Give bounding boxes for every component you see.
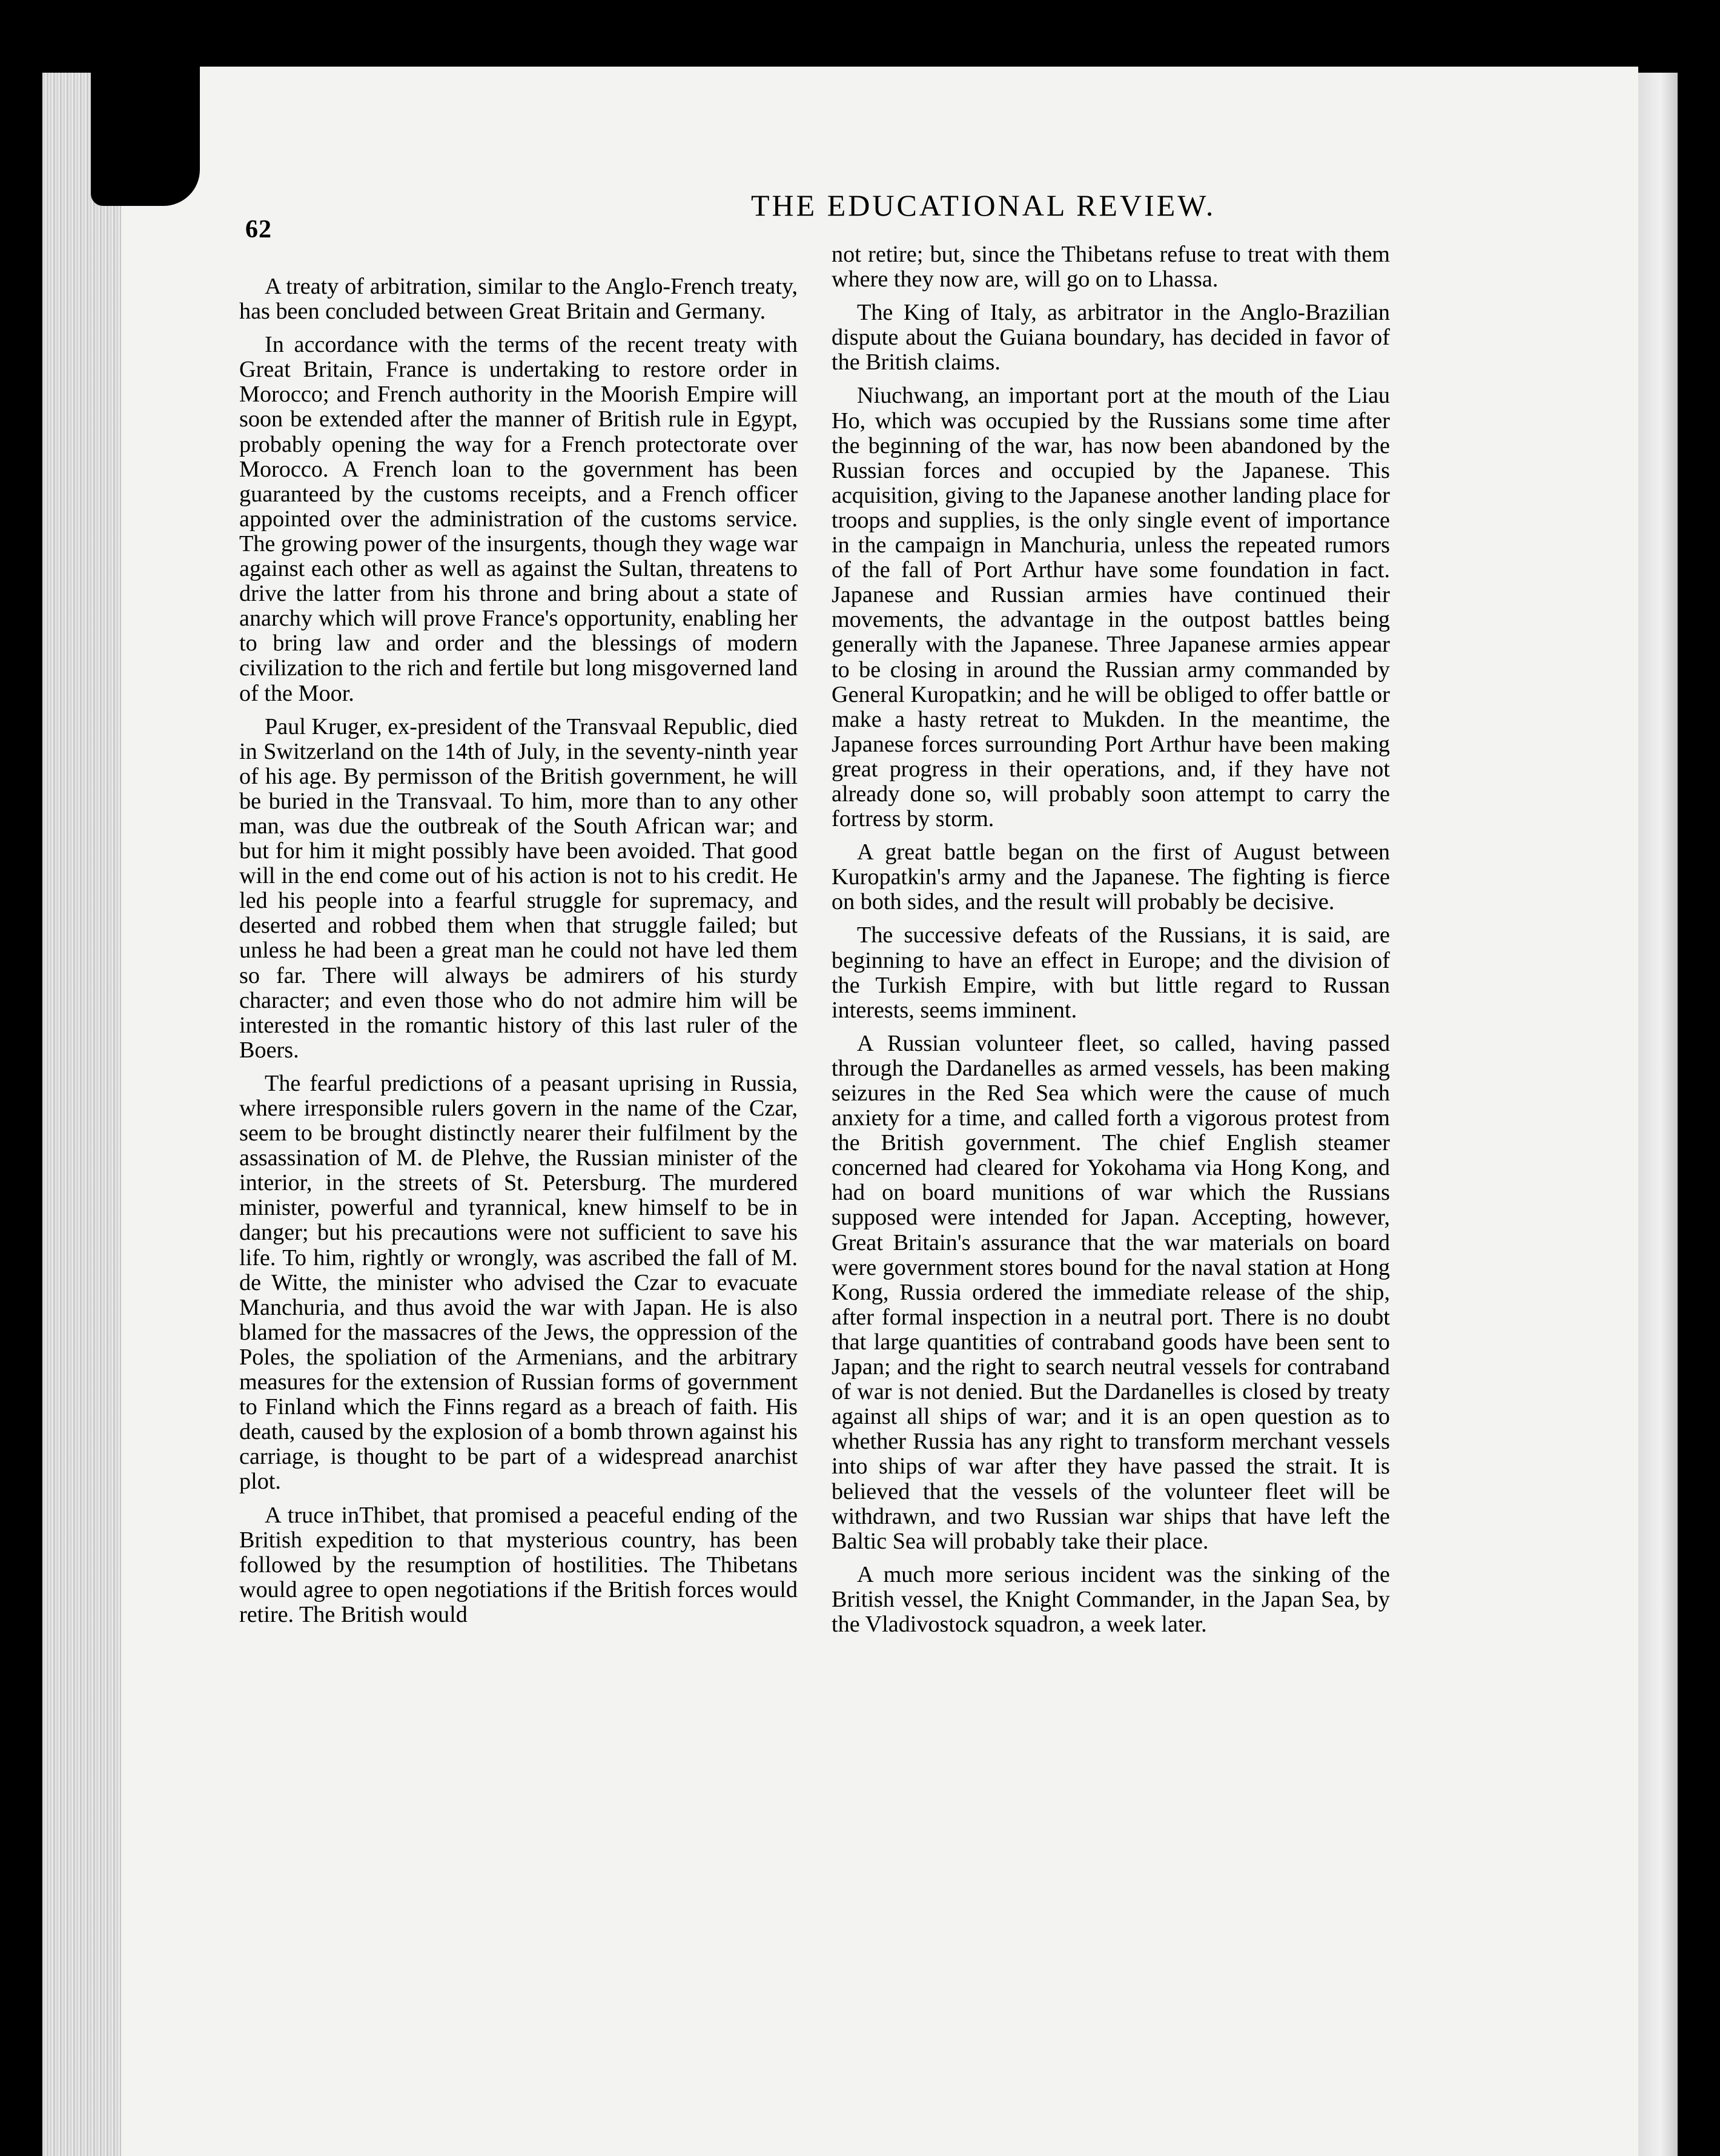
page-stack-edge-left — [42, 73, 127, 2156]
paragraph-arbitration-treaty: A treaty of arbitration, similar to the Anglo-French treaty, has been concluded between Great Britain and Germany. — [239, 274, 798, 325]
right-column — [832, 242, 1390, 1645]
paragraph-knight-commander: A much more serious incident was the sinking of the British vessel, the Knight Commander, in the Japan Sea, by the Vladivostock squadron, a week later. — [832, 1561, 1390, 1637]
paragraph-morocco: In accordance with the terms of the recent treaty with Great Britain, France is undertaking to restore order in Morocco; and French authority in the Moorish Empire will soon be extended after the manner of British rule in Egypt, probably opening the way for a French protectorate over Morocco. A French loan to the government has been guaranteed by the customs receipts, and a French officer appointed over the administration of the customs service. The growing power of the insurgents, though they wage war against each other as well as against the Sultan, threatens to drive the latter from his throne and bring about a state of anarchy which will prove France's opportunity, enabling her to bring law and order and the blessings of modern civilization to the rich and fertile but long misgoverned land of the Moor. — [239, 332, 798, 706]
running-title: THE EDUCATIONAL REVIEW. — [751, 188, 1216, 222]
binder-clip-shadow — [91, 67, 200, 206]
page-stack-edge-right — [1635, 73, 1678, 2156]
page-number: 62 — [245, 216, 272, 243]
left-column — [239, 274, 798, 1636]
paragraph-thibet-continued: not retire; but, since the Thibetans refuse to treat with them where they now are, will go on to Lhassa. — [832, 242, 1390, 293]
paragraph-niuchwang: Niuchwang, an important port at the mouth of the Liau Ho, which was occupied by the Russians some time after the beginning of the war, has now been abandoned by the Russian forces and occupied by the Japanese. This acquisition, giving to the Japanese another landing place for troops and supplies, is the only single event of importance in the campaign in Manchuria, unless the repeated rumors of the fall of Port Arthur have some foundation in fact. Japanese and Russian armies have continued their movements, the advantage in the outpost battles being generally with the Japanese. Three Japanese armies appear to be closing in around the Russian army commanded by General Kuropatkin; and he will be obliged to offer battle or make a hasty retreat to Mukden. In the meantime, the Japanese forces surrounding Port Arthur have been making great progress in their operations, and, if they have not already done so, will probably soon attempt to carry the fortress by storm. — [832, 383, 1390, 832]
paragraph-guiana-boundary: The King of Italy, as arbitrator in the Anglo-Brazilian dispute about the Guiana boundary, has decided in favor of the British claims. — [832, 300, 1390, 375]
paragraph-great-battle: A great battle began on the first of August between Kuropatkin's army and the Japanese. The fighting is fierce on both sides, and the result will probably be decisive. — [832, 839, 1390, 915]
paragraph-thibet: A truce inThibet, that promised a peaceful ending of the British expedition to that mysterious country, has been followed by the resumption of hostilities. The Thibetans would agree to open negotiations if the British forces would retire. The British would — [239, 1502, 798, 1627]
paragraph-volunteer-fleet: A Russian volunteer fleet, so called, having passed through the Dardanelles as armed vessels, has been making seizures in the Red Sea which were the cause of much anxiety for a time, and called forth a vigorous protest from the British government. The chief English steamer concerned had cleared for Yokohama via Hong Kong, and had on board munitions of war which the Russians supposed were intended for Japan. Accepting, however, Great Britain's assurance that the war materials on board were government stores bound for the naval station at Hong Kong, Russia ordered the immediate release of the ship, after formal inspection in a neutral port. There is no doubt that large quantities of contraband goods have been sent to Japan; and the right to search neutral vessels for contraband of war is not denied. But the Dardanelles is closed by treaty against all ships of war; and it is an open question as to whether Russia has any right to transform merchant vessels into ships of war after they have passed the strait. It is believed that the vessels of the volunteer fleet will be withdrawn, and two Russian war ships that have left the Baltic Sea will probably take their place. — [832, 1030, 1390, 1554]
paragraph-russian-defeats: The successive defeats of the Russians, it is said, are beginning to have an effect in Europe; and the division of the Turkish Empire, with but little regard to Russan interests, seems imminent. — [832, 922, 1390, 1023]
paragraph-plehve: The fearful predictions of a peasant uprising in Russia, where irresponsible rulers govern in the name of the Czar, seem to be brought distinctly nearer their fulfilment by the assassination of M. de Plehve, the Russian minister of the interior, in the streets of St. Petersburg. The murdered minister, powerful and tyrannical, knew himself to be in danger; but his precautions were not sufficient to save his life. To him, rightly or wrongly, was ascribed the fall of M. de Witte, the minister who advised the Czar to evacuate Manchuria, and thus avoid the war with Japan. He is also blamed for the massacres of the Jews, the oppression of the Poles, the spoliation of the Armenians, and the arbitrary measures for the extension of Russian forms of government to Finland which the Finns regard as a breach of faith. His death, caused by the explosion of a bomb thrown against his carriage, is thought to be part of a widespread anarchist plot. — [239, 1070, 798, 1495]
paragraph-kruger: Paul Kruger, ex-president of the Transvaal Republic, died in Switzerland on the 14th of July, in the seventy-ninth year of his age. By permisson of the British government, he will be buried in the Transvaal. To him, more than to any other man, was due the outbreak of the South African war; and but for him it might possibly have been avoided. That good will in the end come out of his action is not to his credit. He led his people into a fearful struggle for supremacy, and deserted and robbed them when that struggle failed; but unless he had been a great man he could not have led them so far. There will always be admirers of his sturdy character; and even those who do not admire him will be interested in the romantic history of this last ruler of the Boers. — [239, 713, 798, 1063]
